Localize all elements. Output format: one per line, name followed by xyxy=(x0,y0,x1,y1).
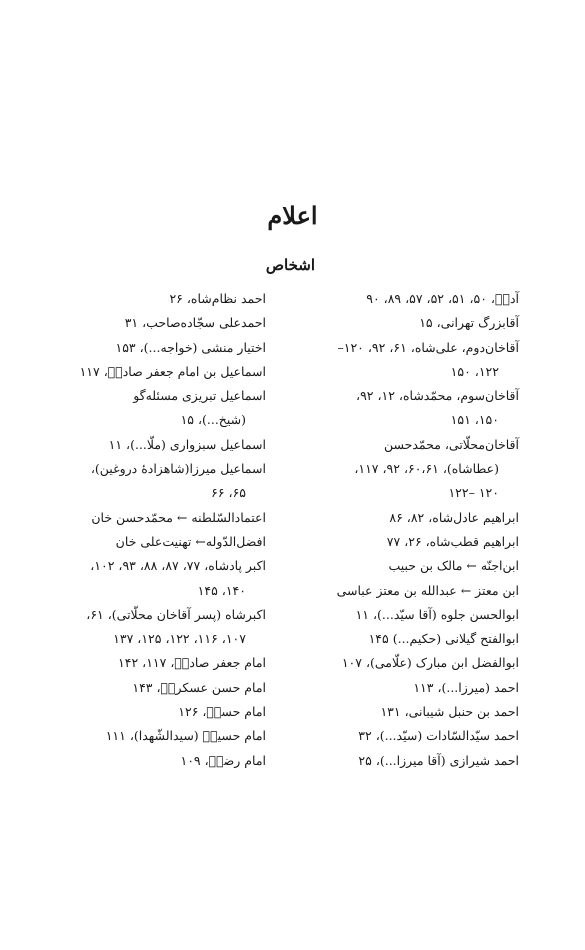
index-entry: امام حسینؑ (سیدالشّهدا)، ۱۱۱ xyxy=(105,728,266,744)
index-entry: احمد نظام‌شاه، ۲۶ xyxy=(169,291,266,306)
index-entry: احمد شیرازی (آقا میرزا...)، ۲۵ xyxy=(358,752,519,768)
index-entry: ابراهیم عادل‌شاه، ۸۲، ۸۶ xyxy=(389,509,519,525)
index-entry: احمد بن حنبل شیبانی، ۱۳۱ xyxy=(380,704,519,720)
index-entry: امام جعفر صادقؑ، ۱۱۷، ۱۴۲ xyxy=(118,655,266,671)
index-entry: ابن‌اجنّه ← مالک بن حبیب xyxy=(388,558,519,574)
index-entry: اسماعیل میرزا(شاهزادهٔ دروغین)، xyxy=(90,461,266,477)
index-entry: اسماعیل سبزواری (ملّا...)، ۱۱ xyxy=(108,436,266,452)
index-entry: امام حسن عسکریؑ، ۱۴۳ xyxy=(132,679,266,695)
index-entry: ۱۲۰ –۱۲۲ xyxy=(448,485,499,501)
index-entry: افضل‌الدّوله← تهنیت‌علی خان xyxy=(115,533,266,549)
index-entry: احمدعلی سجّاده‌صاحب، ۳۱ xyxy=(124,315,266,331)
index-entry: ابوالحسن جلوه (آقا سیّد...)، ۱۱ xyxy=(355,606,519,622)
index-entry: آقابزرگ تهرانی، ۱۵ xyxy=(419,315,519,331)
index-column-right xyxy=(269,287,519,773)
index-entry: (شیخ...)، ۱۵ xyxy=(180,412,246,428)
index-entry: اعتمادالسّلطنه ← محمّدحسن خان xyxy=(91,509,266,525)
page-title: اعلام xyxy=(267,201,318,230)
index-entry: احمد (میرزا...)، ۱۱۳ xyxy=(413,679,519,695)
index-entry: ۱۰۷، ۱۱۶، ۱۲۲، ۱۲۵، ۱۳۷ xyxy=(113,631,246,647)
index-entry: آدمؑ، ۵۰، ۵۱، ۵۲، ۵۷، ۸۹، ۹۰ xyxy=(366,291,519,306)
index-entry: ۱۵۰، ۱۵۱ xyxy=(450,412,499,428)
index-entry: ابراهیم قطب‌شاه، ۲۶، ۷۷ xyxy=(386,533,519,549)
index-entry: ابن معتز ← عبدالله بن معتز عباسی xyxy=(336,582,519,598)
index-entry: احمد سیّدالسّادات (سیّد...)، ۳۲ xyxy=(358,728,519,744)
index-entry: آقاخان‌دوم، علی‌شاه، ۶۱، ۹۲، ۱۲۰– xyxy=(337,339,519,355)
index-entry: (عطاشاه)، ۶۰،۶۱، ۹۲، ۱۱۷، xyxy=(354,461,499,477)
index-entry: ابوالفضل ابن مبارک (علّامی)، ۱۰۷ xyxy=(341,655,519,671)
index-entry: امام رضاؑ، ۱۰۹ xyxy=(180,752,266,768)
index-entry: ابوالفتح گیلانی (حکیم...) ۱۴۵ xyxy=(368,631,519,647)
index-entry: ۱۴۰، ۱۴۵ xyxy=(197,582,246,598)
index-entry: آقاخان‌محلّاتی، محمّدحسن xyxy=(383,436,519,452)
index-entry: ۶۵، ۶۶ xyxy=(211,485,246,501)
index-entry: آقاخان‌سوم، محمّدشاه، ۱۲، ۹۲، xyxy=(356,388,519,404)
section-heading: اشخاص xyxy=(265,256,315,274)
index-column-left xyxy=(66,287,266,773)
index-entry: ۱۲۲، ۱۵۰ xyxy=(450,363,499,379)
index-entry: امام حسنؑ، ۱۲۶ xyxy=(178,704,266,720)
index-entry: اکبرشاه (پسر آقاخان محلّاتی)، ۶۱، xyxy=(86,606,266,622)
index-entry: اکبر پادشاه، ۷۷، ۸۷، ۸۸، ۹۳، ۱۰۲، xyxy=(90,558,266,574)
index-entry: اسماعیل بن امام جعفر صادقؑ، ۱۱۷ xyxy=(79,363,266,379)
index-entry: اسماعیل تبریزی مسئله‌گو xyxy=(133,388,266,404)
index-entry: اختیار منشی (خواجه...)، ۱۵۳ xyxy=(115,339,266,355)
